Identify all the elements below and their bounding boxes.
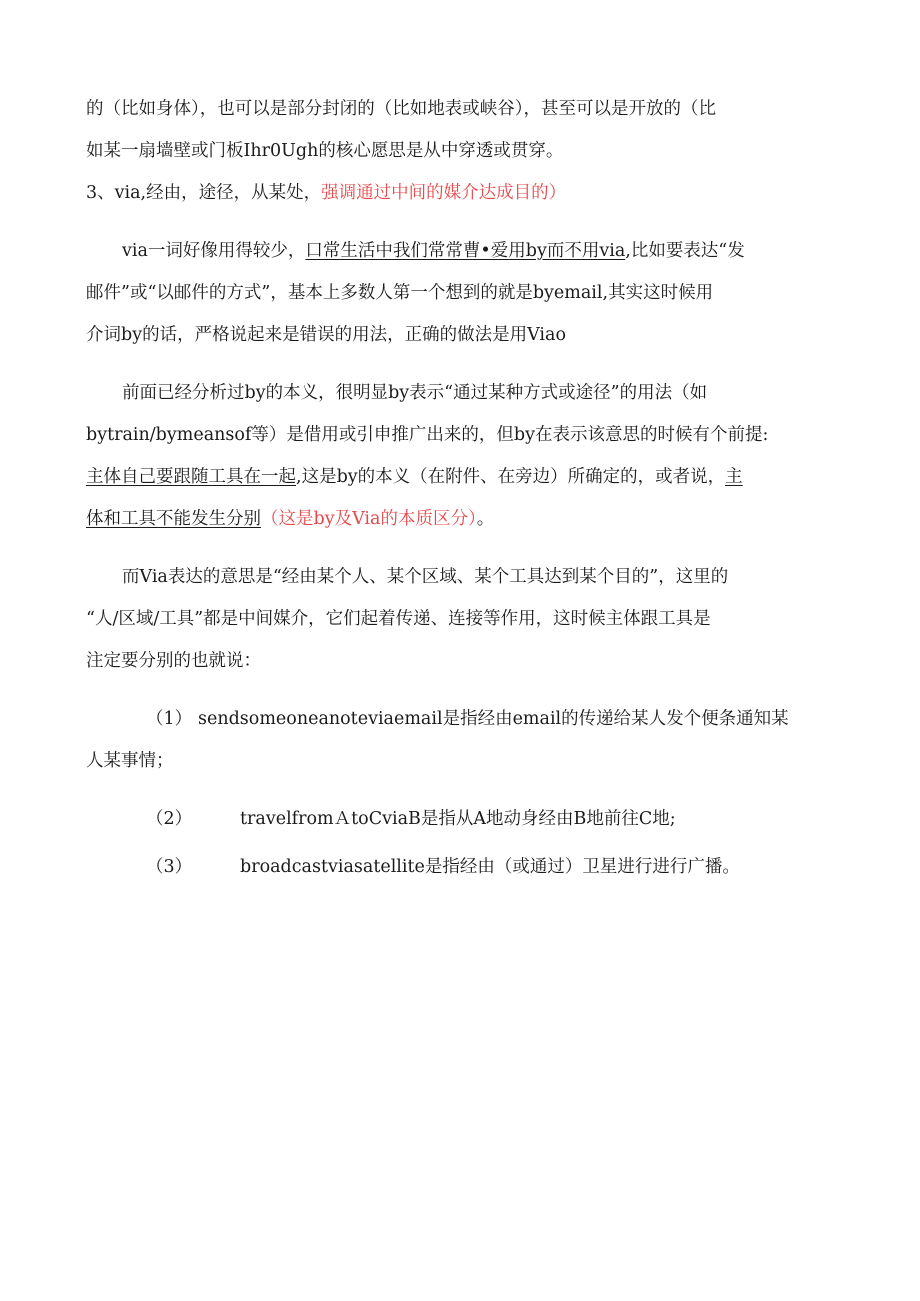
paragraph-3-line-3 xyxy=(86,456,836,498)
paragraph-4-line-2: “人/区域/工具”都是中间媒介，它们起着传递、连接等作用，这时候主体跟工具是 xyxy=(86,609,711,629)
p3-underlined-phrase-2-start: 主 xyxy=(725,467,743,487)
p3-underlined-phrase-1: 主体自己要跟随工具在一起 xyxy=(86,467,296,487)
paragraph-4-line-3: 注定要分别的也就说： xyxy=(86,651,261,671)
document-body xyxy=(86,88,836,888)
heading-emphasis: 强调通过中间的媒介达成目的） xyxy=(321,183,567,203)
section-heading-3 xyxy=(86,172,836,214)
example-3 xyxy=(86,846,836,888)
paragraph-1-line-1: 的（比如身体），也可以是部分封闭的（比如地表或峡谷），甚至可以是开放的（比 xyxy=(86,99,716,119)
paragraph-3-line-1: 前面已经分析过by的本义，很明显by表示“通过某种方式或途径”的用法（如 xyxy=(122,383,708,403)
paragraph-1-line-2: 如某一扇墙壁或门板Ihr0Ugh的核心愿思是从中穿透或贯穿。 xyxy=(86,141,564,161)
paragraph-3-line-4 xyxy=(86,498,836,540)
example-2 xyxy=(86,798,836,840)
example-text: sendsomeoneanoteviaemail是指经由email的传递给某人发个便条通知某 xyxy=(198,709,789,729)
example-text: broadcastviasatellite是指经由（或通过）卫星进行进行广播。 xyxy=(240,857,740,877)
p2-text-end: ,比如要表达“发 xyxy=(625,241,745,261)
paragraph-4-line-1: 而Via表达的意思是“经由某个人、某个区域、某个工具达到某个目的”，这里的 xyxy=(122,567,729,587)
example-text: travelfromＡtoCviaB是指从A地动身经由B地前往C地; xyxy=(240,809,676,829)
example-number: （3） xyxy=(146,857,193,877)
paragraph-2-line-2: 邮件”或“以邮件的方式”，基本上多数人第一个想到的就是byemail,其实这时候用 xyxy=(86,283,714,303)
p3-period: 。 xyxy=(476,509,495,529)
example-1 xyxy=(86,698,836,740)
example-number: （1） xyxy=(146,709,193,729)
paragraph-2-line-3: 介词by的话，严格说起来是错误的用法，正确的做法是用Viao xyxy=(86,325,566,345)
p2-underlined-phrase: 口常生活中我们常常曹•爱用by而不用via xyxy=(305,241,626,261)
p2-text-start: via一词好像用得较少， xyxy=(122,241,306,261)
example-1-continued: 人某事情； xyxy=(86,751,174,771)
heading-text: 3、via,经由，途径，从某处， xyxy=(86,183,322,203)
example-number: （2） xyxy=(146,809,193,829)
p3-red-note: （这是by及Via的本质区分） xyxy=(261,509,477,529)
paragraph-3-line-2: bytrain/bymeansof等）是借用或引申推广出来的，但by在表示该意思的时候有个前提: xyxy=(86,425,769,445)
p3-underlined-phrase-2-end: 体和工具不能发生分别 xyxy=(86,509,261,529)
paragraph-2-line-1 xyxy=(86,230,836,272)
p3-text-middle: ,这是by的本义（在附件、在旁边）所确定的，或者说， xyxy=(296,467,726,487)
